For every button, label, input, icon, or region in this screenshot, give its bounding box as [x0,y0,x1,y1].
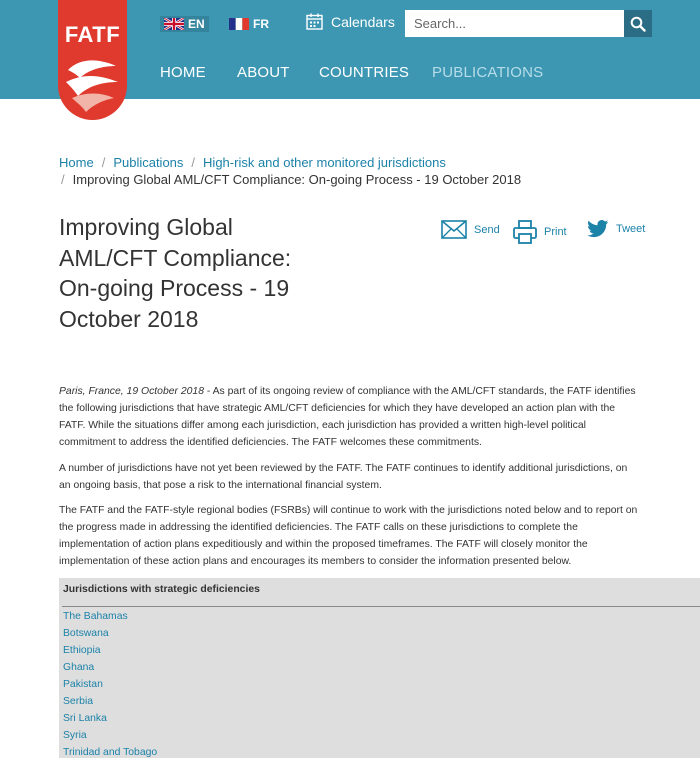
breadcrumb-separator: / [101,155,106,170]
table-row[interactable]: Sri Lanka [63,713,107,724]
intro-paragraph [59,383,641,451]
breadcrumb-separator: / [191,155,196,170]
breadcrumb-high-risk[interactable]: High-risk and other monitored jurisdictions [203,155,446,170]
breadcrumb [59,155,446,170]
logo-wave-icon [58,52,127,120]
paragraph-3: The FATF and the FATF-style regional bodies (FSRBs) will continue to work with the jurisdictions noted below and to report on the progress made in addressing the identified deficiencies. The FATF calls on these jurisdictions to complete the implementation of action plans expeditiously and within the proposed timeframes. The FATF will closely monitor the implementation of these action plans and encourages its members to consider the information presented below. [59,505,638,567]
search-button[interactable] [624,10,652,37]
page-title: Improving Global AML/CFT Compliance: On-going Process - 19 October 2018 [59,214,292,332]
breadcrumb-current-row [59,172,521,187]
search-icon [630,16,646,32]
fatf-logo[interactable] [58,0,127,120]
paragraph-2: A number of jurisdictions have not yet been reviewed by the FATF. The FATF continues to identify additional jurisdictions, on an ongoing basis, that pose a risk to the international financial system. [59,463,628,491]
intro-text: - As part of its ongoing review of compliance with the AML/CFT standards, the FATF identifies the following jurisdictions that have strategic AML/CFT deficiencies for which they have developed an action plan with the FATF. While the situations differ among each jurisdiction, each jurisdiction has provided a written high-level political commitment to address the identified deficiencies. The FATF welcomes these commitments. [59,386,636,448]
send-label: Send [474,223,500,236]
table-row[interactable]: Botswana [63,628,109,639]
lang-en-link[interactable] [160,16,209,32]
printer-icon [513,220,537,244]
print-label: Print [544,226,567,238]
breadcrumb-current: Improving Global AML/CFT Compliance: On-going Process - 19 October 2018 [72,172,522,187]
tweet-label: Tweet [616,223,646,235]
search-input[interactable] [405,10,624,37]
lang-fr-label: FR [253,17,269,31]
table-row[interactable]: Ghana [63,662,95,673]
lang-fr-link[interactable] [229,16,269,32]
envelope-icon [441,220,467,239]
table-row[interactable]: Pakistan [63,679,103,690]
france-flag-icon [229,18,249,30]
logo-text: FATF [64,22,121,47]
tweet-button[interactable] [587,220,645,238]
calendar-icon [306,13,323,30]
uk-flag-icon [164,18,184,30]
table-header-divider [62,606,700,607]
table-header: Jurisdictions with strategic deficiencies [63,584,260,595]
lang-en-label: EN [188,17,205,31]
dateline: Paris, France, 19 October 2018 [59,386,204,397]
jurisdictions-table [59,578,700,758]
calendars-link[interactable] [306,13,395,30]
table-row[interactable]: The Bahamas [63,611,128,622]
calendars-label: Calendars [331,13,395,30]
twitter-bird-icon [587,220,609,238]
send-button[interactable] [441,220,500,239]
breadcrumb-separator: / [61,172,65,187]
print-button[interactable] [513,220,567,244]
nav-publications[interactable]: PUBLICATIONS [432,64,544,81]
table-row[interactable]: Ethiopia [63,645,101,656]
nav-about[interactable]: ABOUT [237,64,290,81]
table-row[interactable]: Serbia [63,696,94,707]
nav-home[interactable]: HOME [160,64,206,81]
table-row[interactable]: Syria [63,730,87,741]
jurisdiction-list [63,608,157,761]
table-row[interactable]: Trinidad and Tobago [63,747,158,758]
nav-countries[interactable]: COUNTRIES [319,64,410,81]
breadcrumb-home[interactable]: Home [59,155,94,170]
breadcrumb-publications[interactable]: Publications [113,155,184,170]
